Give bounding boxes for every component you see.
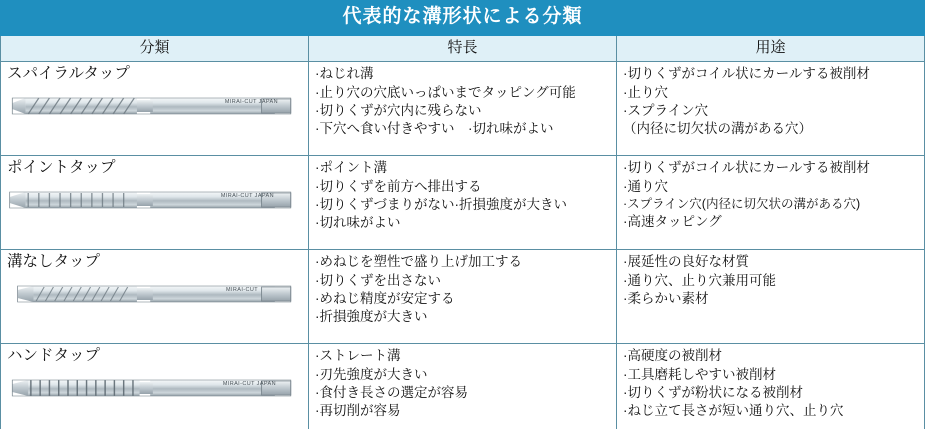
list-item: ·止り穴 (623, 84, 668, 100)
column-header-feature: 特長 (309, 35, 617, 62)
feature-list (315, 347, 610, 420)
column-header-use: 用途 (617, 35, 925, 62)
table-header-row (1, 35, 925, 62)
list-item: ·切りくずがコイル状にカールする被削材 (623, 160, 870, 176)
category-cell (1, 156, 309, 250)
list-item: ·切りくずが穴内に残らない (315, 103, 482, 119)
list-item: ·折損強度が大きい (315, 309, 428, 325)
list-item: ·展延性の良好な材質 (623, 254, 749, 270)
use-cell (617, 62, 925, 156)
point-tap-image (7, 180, 304, 224)
list-item: ·ねじ立て長さが短い通り穴、止り穴 (623, 403, 844, 419)
tap-label: MIRAI-CUT JAPAN (220, 193, 274, 200)
list-item: ·再切削が容易 (315, 403, 401, 419)
page-title: 代表的な溝形状による分類 (1, 1, 925, 36)
list-item: ·切れ味がよい (315, 215, 401, 231)
use-list (623, 159, 918, 231)
list-item: ·高硬度の被削材 (623, 348, 722, 364)
use-list (623, 253, 918, 308)
list-item: ·下穴へ食い付きやすい ·切れ味がよい (315, 121, 554, 137)
row-title: ポイントタップ (7, 159, 116, 177)
list-item: ·めねじを塑性で盛り上げ加工する (315, 254, 522, 270)
use-cell (617, 156, 925, 250)
row-title: ハンドタップ (7, 347, 101, 365)
use-list (623, 347, 918, 420)
column-header-category: 分類 (1, 35, 309, 62)
feature-list (315, 65, 610, 138)
list-item: ·食付き長さの選定が容易 (315, 385, 468, 401)
list-item: ·スプライン穴 (623, 103, 709, 119)
list-item: ·通り穴、止り穴兼用可能 (623, 272, 776, 288)
use-cell (617, 250, 925, 344)
hand-tap-image (7, 368, 304, 412)
row-title: スパイラルタップ (7, 65, 130, 83)
feature-cell (309, 344, 617, 429)
category-cell (1, 62, 309, 156)
list-item: ·柔らかい素材 (623, 291, 709, 307)
tap-label: MIRAI-CUT (225, 287, 258, 294)
grooveless-tap-image (7, 274, 304, 318)
feature-list (315, 159, 610, 232)
list-item: ·ポイント溝 (315, 160, 387, 176)
list-item: ·止り穴の穴底いっぱいまでタッピング可能 (315, 84, 576, 100)
tap-label: MIRAI-CUT JAPAN (224, 99, 278, 106)
feature-cell (309, 62, 617, 156)
list-item: ·スプライン穴(内径に切欠状の溝がある穴) (623, 197, 861, 212)
spiral-tap-image (7, 86, 304, 130)
table-row (1, 344, 925, 429)
use-cell (617, 344, 925, 429)
feature-cell (309, 250, 617, 344)
table-row (1, 62, 925, 156)
list-item: ·めねじ精度が安定する (315, 291, 455, 307)
table-title-row (1, 1, 925, 36)
list-item: ·切りくずづまりがない·折損強度が大きい (315, 197, 567, 213)
list-item: ·高速タッピング (623, 214, 722, 230)
use-list (623, 65, 918, 138)
list-item: （内径に切欠状の溝がある穴） (623, 121, 812, 137)
list-item: ·切りくずを前方へ排出する (315, 178, 482, 194)
list-item: ·ねじれ溝 (315, 66, 374, 82)
list-item: ·切りくずが粉状になる被削材 (623, 385, 803, 401)
list-item: ·通り穴 (623, 178, 668, 194)
tap-label: MIRAI-CUT JAPAN (222, 381, 276, 388)
list-item: ·工具磨耗しやすい被削材 (623, 366, 776, 382)
feature-cell (309, 156, 617, 250)
table-row (1, 156, 925, 250)
list-item: ·切りくずを出さない (315, 272, 441, 288)
category-cell (1, 250, 309, 344)
list-item: ·切りくずがコイル状にカールする被削材 (623, 66, 870, 82)
list-item: ·ストレート溝 (315, 348, 401, 364)
feature-list (315, 253, 610, 326)
table-row (1, 250, 925, 344)
list-item: ·刃先強度が大きい (315, 366, 428, 382)
category-cell (1, 344, 309, 429)
row-title: 溝なしタップ (7, 253, 101, 271)
